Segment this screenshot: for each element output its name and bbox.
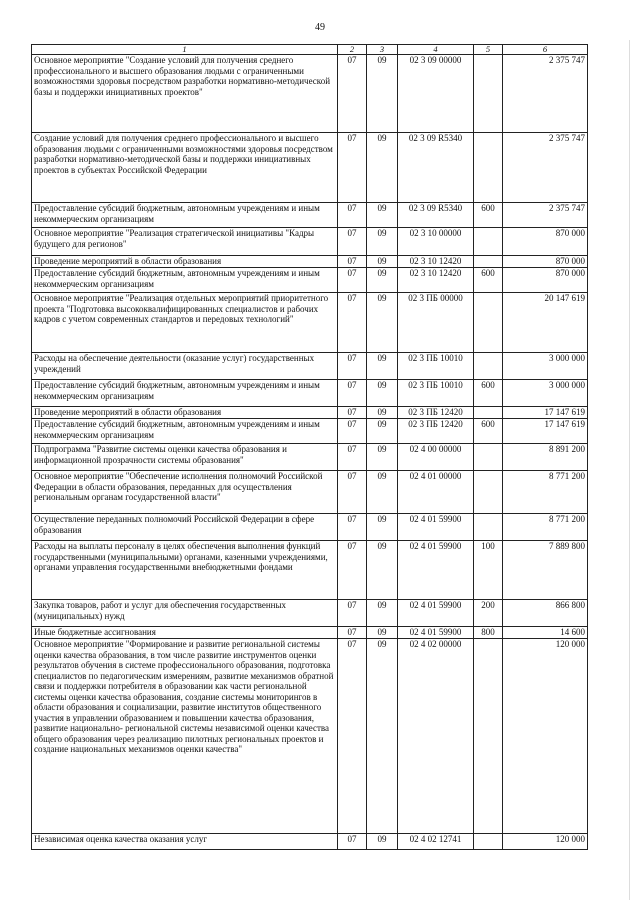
cell-name: Создание условий для получения среднего профессионального и высшего образования людьми с ограниченными возможностями здоровья посредством разработки нормативно-методической базы и поддержки инициативных проектов в субъектах Российской Федерации: [32, 133, 338, 203]
table-row: [32, 203, 588, 228]
cell-amount: 8 771 200: [503, 514, 588, 541]
cell-target-article: 02 3 ПБ 00000: [398, 293, 474, 353]
cell-target-article: 02 4 00 00000: [398, 444, 474, 471]
cell-subsection: 09: [367, 256, 398, 268]
cell-subsection: 09: [367, 600, 398, 627]
cell-name: Осуществление переданных полномочий Российской Федерации в сфере образования: [32, 514, 338, 541]
cell-subsection: 09: [367, 514, 398, 541]
cell-section: 07: [338, 444, 367, 471]
col-header-5: 5: [474, 45, 503, 55]
table-row: [32, 541, 588, 600]
cell-target-article: 02 4 02 00000: [398, 639, 474, 834]
table-row: [32, 353, 588, 380]
cell-name: Независимая оценка качества оказания услуг: [32, 834, 338, 850]
cell-target-article: 02 3 ПБ 12420: [398, 419, 474, 444]
cell-name: Предоставление субсидий бюджетным, автономным учреждениям и иным некоммерческим организациям: [32, 380, 338, 407]
cell-subsection: 09: [367, 407, 398, 419]
cell-expense-type: [474, 407, 503, 419]
cell-expense-type: 800: [474, 627, 503, 639]
cell-target-article: 02 3 09 R5340: [398, 203, 474, 228]
header-row: [32, 45, 588, 55]
cell-expense-type: 600: [474, 203, 503, 228]
cell-name: Основное мероприятие "Реализация отдельных мероприятий приоритетного проекта "Подготовка высококвалифицированных специалистов и рабочих кадров с учетом современных стандартов и передовых технологий": [32, 293, 338, 353]
cell-target-article: 02 3 10 12420: [398, 268, 474, 293]
cell-section: 07: [338, 55, 367, 133]
cell-section: 07: [338, 471, 367, 514]
cell-expense-type: [474, 834, 503, 850]
cell-expense-type: [474, 256, 503, 268]
col-header-6: 6: [503, 45, 588, 55]
col-header-1: 1: [32, 45, 338, 55]
cell-section: 07: [338, 380, 367, 407]
cell-amount: 3 000 000: [503, 380, 588, 407]
cell-target-article: 02 3 10 12420: [398, 256, 474, 268]
cell-section: 07: [338, 353, 367, 380]
cell-name: Основное мероприятие "Обеспечение исполнения полномочий Российской Федерации в области образования, переданных для осуществления региональным органам государственной власти": [32, 471, 338, 514]
cell-amount: 8 891 200: [503, 444, 588, 471]
cell-subsection: 09: [367, 419, 398, 444]
cell-target-article: 02 4 01 00000: [398, 471, 474, 514]
cell-section: 07: [338, 639, 367, 834]
table-row: [32, 600, 588, 627]
cell-target-article: 02 3 ПБ 12420: [398, 407, 474, 419]
cell-subsection: 09: [367, 293, 398, 353]
cell-subsection: 09: [367, 444, 398, 471]
table-row: [32, 55, 588, 133]
cell-expense-type: 600: [474, 268, 503, 293]
cell-section: 07: [338, 256, 367, 268]
cell-name: Основное мероприятие "Реализация стратегической инициативы "Кадры будущего для регионов": [32, 228, 338, 256]
table-row: [32, 268, 588, 293]
cell-amount: 17 147 619: [503, 407, 588, 419]
cell-subsection: 09: [367, 133, 398, 203]
cell-section: 07: [338, 541, 367, 600]
cell-section: 07: [338, 419, 367, 444]
cell-expense-type: [474, 471, 503, 514]
cell-subsection: 09: [367, 639, 398, 834]
cell-expense-type: [474, 228, 503, 256]
cell-amount: 870 000: [503, 228, 588, 256]
cell-name: Предоставление субсидий бюджетным, автономным учреждениям и иным некоммерческим организациям: [32, 268, 338, 293]
cell-amount: 8 771 200: [503, 471, 588, 514]
cell-target-article: 02 3 10 00000: [398, 228, 474, 256]
cell-amount: 120 000: [503, 639, 588, 834]
table-row: [32, 293, 588, 353]
cell-amount: 866 800: [503, 600, 588, 627]
table-row: [32, 627, 588, 639]
cell-target-article: 02 3 ПБ 10010: [398, 353, 474, 380]
cell-name: Расходы на выплаты персоналу в целях обеспечения выполнения функций государственными (муниципальными) органами, казенными учреждениями, органами управления государственными внебюджетными фондами: [32, 541, 338, 600]
cell-target-article: 02 4 01 59900: [398, 627, 474, 639]
cell-expense-type: 200: [474, 600, 503, 627]
cell-section: 07: [338, 228, 367, 256]
cell-subsection: 09: [367, 380, 398, 407]
cell-name: Проведение мероприятий в области образования: [32, 407, 338, 419]
budget-table: [31, 44, 588, 850]
table-row: [32, 256, 588, 268]
cell-amount: 20 147 619: [503, 293, 588, 353]
cell-name: Иные бюджетные ассигнования: [32, 627, 338, 639]
cell-expense-type: 600: [474, 380, 503, 407]
cell-subsection: 09: [367, 541, 398, 600]
table-row: [32, 444, 588, 471]
cell-expense-type: [474, 444, 503, 471]
table-row: [32, 419, 588, 444]
table-row: [32, 407, 588, 419]
cell-name: Основное мероприятие "Формирование и развитие региональной системы оценки качества образования, в том числе развитие инструментов оценки результатов обучения в системе профессионального образования, подготовка специалистов по педагогическим измерениям, развитие механизмов обратной связи и поддержки потребителя в образовании как части региональной системы оценки качества образования, создание системы мониторингов в области образования и социализации, развитие институтов общественного участия в управлении образованием и повышении качества образования, развитие национально- региональной системы независимой оценки качества общего образования через реализацию пилотных региональных проектов и создание национальных механизмов оценки качества": [32, 639, 338, 834]
cell-expense-type: [474, 353, 503, 380]
cell-section: 07: [338, 514, 367, 541]
cell-subsection: 09: [367, 55, 398, 133]
cell-expense-type: [474, 55, 503, 133]
scan-edge: [629, 40, 630, 900]
cell-section: 07: [338, 133, 367, 203]
cell-subsection: 09: [367, 834, 398, 850]
cell-target-article: 02 4 01 59900: [398, 514, 474, 541]
cell-amount: 17 147 619: [503, 419, 588, 444]
cell-subsection: 09: [367, 627, 398, 639]
col-header-2: 2: [338, 45, 367, 55]
cell-expense-type: [474, 133, 503, 203]
cell-section: 07: [338, 203, 367, 228]
cell-name: Расходы на обеспечение деятельности (оказание услуг) государственных учреждений: [32, 353, 338, 380]
cell-target-article: 02 4 01 59900: [398, 541, 474, 600]
cell-amount: 3 000 000: [503, 353, 588, 380]
cell-target-article: 02 3 09 00000: [398, 55, 474, 133]
cell-name: Проведение мероприятий в области образования: [32, 256, 338, 268]
table-row: [32, 471, 588, 514]
cell-section: 07: [338, 268, 367, 293]
cell-name: Подпрограмма "Развитие системы оценки качества образования и информационной прозрачности системы образования": [32, 444, 338, 471]
cell-target-article: 02 4 02 12741: [398, 834, 474, 850]
cell-amount: 120 000: [503, 834, 588, 850]
cell-name: Предоставление субсидий бюджетным, автономным учреждениям и иным некоммерческим организациям: [32, 419, 338, 444]
cell-section: 07: [338, 834, 367, 850]
page-number: 49: [315, 22, 325, 33]
cell-target-article: 02 4 01 59900: [398, 600, 474, 627]
cell-expense-type: [474, 639, 503, 834]
cell-name: Основное мероприятие "Создание условий для получения среднего профессионального и высшего образования людьми с ограниченными возможностями здоровья посредством разработки нормативно-методической базы и поддержки инициативных проектов": [32, 55, 338, 133]
cell-amount: 2 375 747: [503, 203, 588, 228]
cell-section: 07: [338, 600, 367, 627]
table-row: [32, 834, 588, 850]
cell-subsection: 09: [367, 471, 398, 514]
cell-section: 07: [338, 407, 367, 419]
table-row: [32, 380, 588, 407]
cell-subsection: 09: [367, 353, 398, 380]
cell-amount: 14 600: [503, 627, 588, 639]
cell-amount: 2 375 747: [503, 133, 588, 203]
cell-section: 07: [338, 293, 367, 353]
cell-expense-type: 600: [474, 419, 503, 444]
table-body: [32, 55, 588, 850]
cell-name: Закупка товаров, работ и услуг для обеспечения государственных (муниципальных) нужд: [32, 600, 338, 627]
table-row: [32, 639, 588, 834]
cell-amount: 870 000: [503, 256, 588, 268]
cell-amount: 2 375 747: [503, 55, 588, 133]
cell-target-article: 02 3 ПБ 10010: [398, 380, 474, 407]
cell-expense-type: 100: [474, 541, 503, 600]
cell-subsection: 09: [367, 268, 398, 293]
col-header-4: 4: [398, 45, 474, 55]
col-header-3: 3: [367, 45, 398, 55]
cell-expense-type: [474, 514, 503, 541]
cell-amount: 870 000: [503, 268, 588, 293]
cell-section: 07: [338, 627, 367, 639]
cell-amount: 7 889 800: [503, 541, 588, 600]
table-row: [32, 514, 588, 541]
cell-subsection: 09: [367, 203, 398, 228]
cell-target-article: 02 3 09 R5340: [398, 133, 474, 203]
table-row: [32, 133, 588, 203]
cell-subsection: 09: [367, 228, 398, 256]
table-row: [32, 228, 588, 256]
cell-expense-type: [474, 293, 503, 353]
cell-name: Предоставление субсидий бюджетным, автономным учреждениям и иным некоммерческим организациям: [32, 203, 338, 228]
